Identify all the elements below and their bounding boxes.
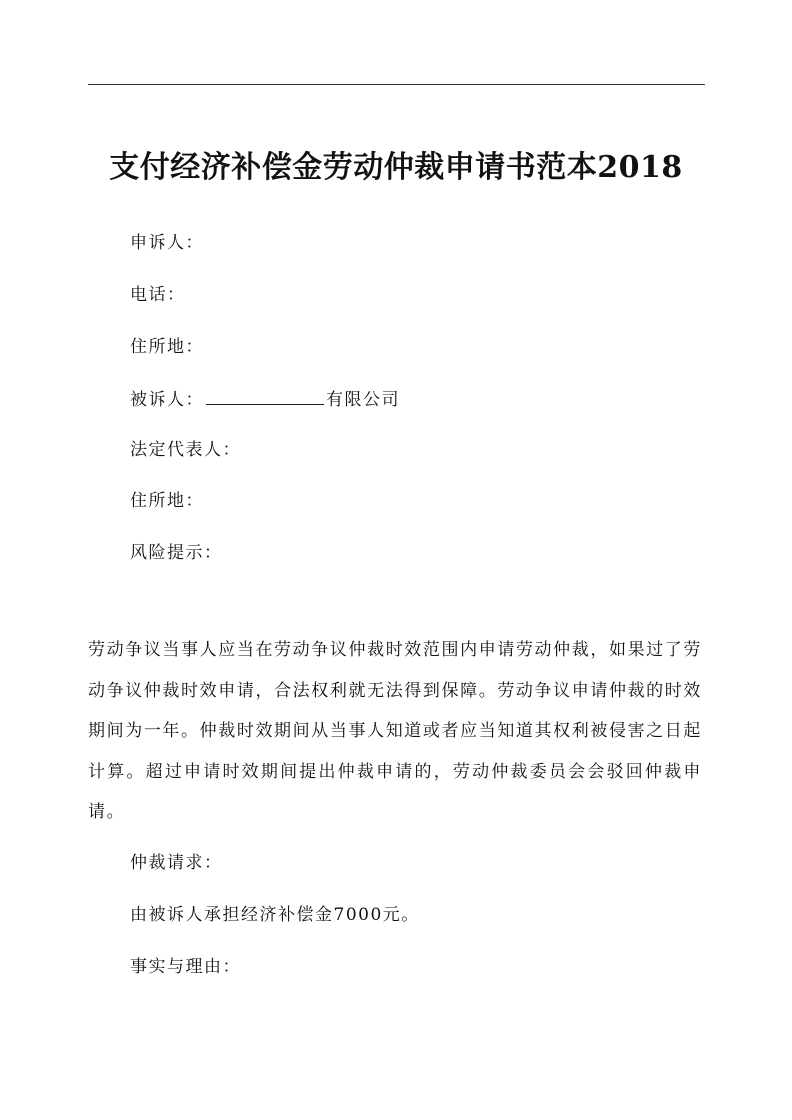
risk-notice-label: 风险提示：: [130, 543, 223, 563]
applicant-address-field: 住所地：: [130, 337, 204, 357]
applicant-field: 申诉人：: [130, 233, 204, 253]
respondent-suffix: 有限公司: [326, 390, 400, 410]
respondent-field: [130, 388, 400, 411]
respondent-name-blank: [206, 388, 324, 405]
respondent-label: 被诉人：: [130, 390, 204, 410]
phone-field: 电话：: [130, 285, 186, 305]
claim-item: 由被诉人承担经济补偿金7000元。: [130, 905, 420, 925]
header-rule: [88, 84, 705, 85]
facts-reasons-label: 事实与理由：: [130, 957, 241, 977]
respondent-address-field: 住所地：: [130, 491, 204, 511]
document-title: 支付经济补偿金劳动仲裁申请书范本2018: [109, 150, 683, 185]
risk-notice-paragraph: 劳动争议当事人应当在劳动争议仲裁时效范围内申请劳动仲裁，如果过了劳动争议仲裁时效申请，合法权利就无法得到保障。劳动争议申请仲裁的时效期间为一年。仲裁时效期间从当事人知道或者应当知道其权利被侵害之日起计算。超过申请时效期间提出仲裁申请的，劳动仲裁委员会会驳回仲裁申请。: [88, 640, 702, 822]
claims-label: 仲裁请求：: [130, 853, 223, 873]
legal-representative-field: 法定代表人：: [130, 440, 241, 460]
